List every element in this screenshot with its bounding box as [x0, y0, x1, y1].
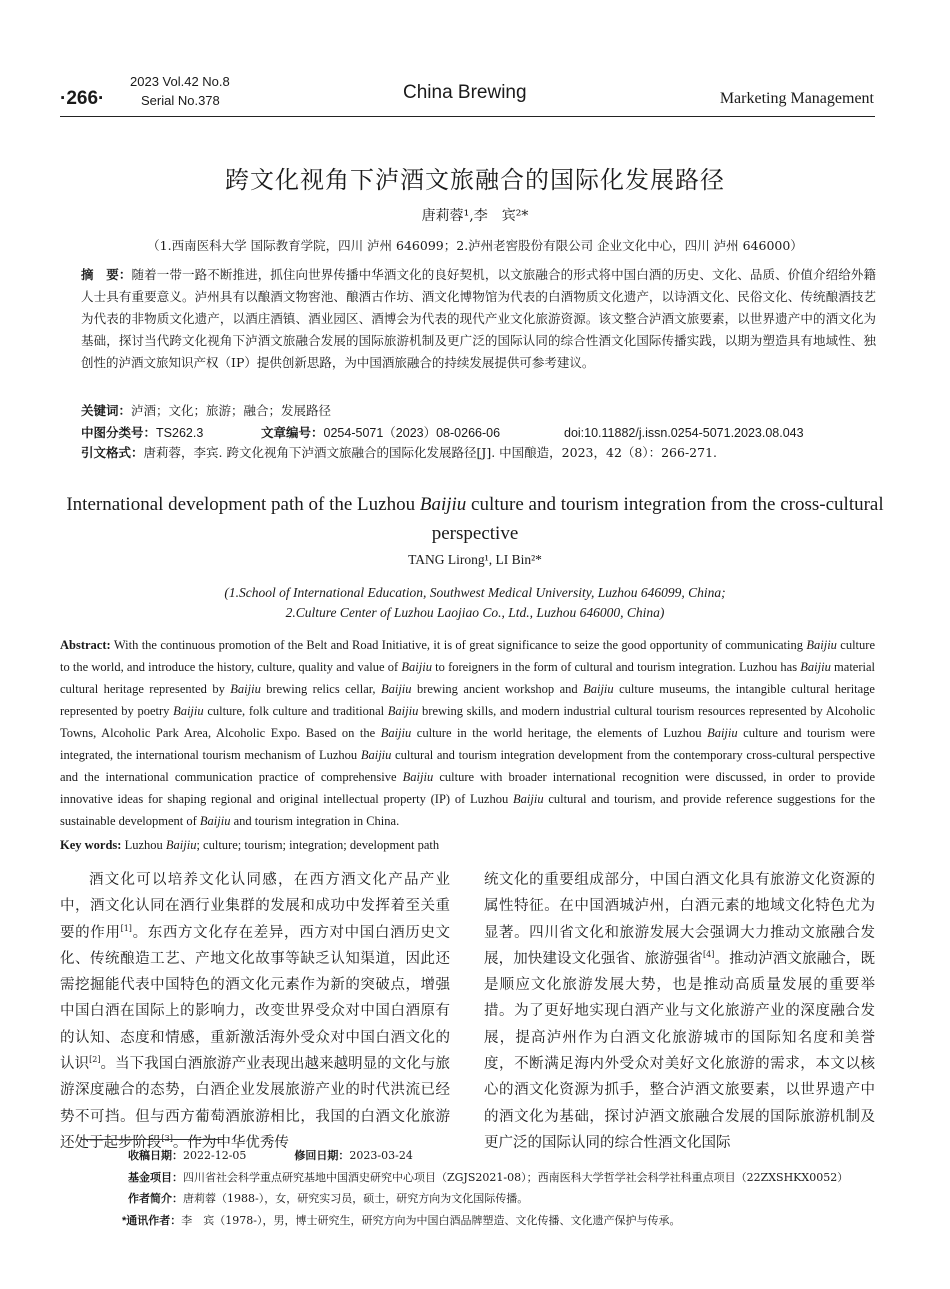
author-bio-label: 作者简介： — [128, 1193, 183, 1205]
abstract-en-label: Abstract: — [60, 638, 111, 652]
title-en-part2: culture and tourism integration from the cross-cultural perspective — [431, 494, 884, 544]
doi[interactable]: doi:10.11882/j.issn.0254-5071.2023.08.043 — [564, 426, 804, 440]
citation-cn — [81, 442, 876, 464]
title-en-part1: International development path of the Luzhou — [66, 494, 420, 515]
keywords-en-text: Luzhou Baijiu; culture; tourism; integration; development path — [124, 838, 440, 852]
abstract-en-text: With the continuous promotion of the Belt and Road Initiative, it is of great significance to seize the good opportunity of communicating Baijiu culture to the world, and introduce the history, culture, quality and value of Baijiu to foreigners in the form of cultural and tourism integration. Luzhou has Baijiu material cultural heritage represented by Baijiu brewing relics cellar, Baijiu brewing ancient workshop and Baijiu culture museums, the intangible cultural heritage represented by poetry Baijiu culture, folk culture and traditional Baijiu brewing skills, and modern industrial cultural tourism resources represented by Alcoholic Towns, Alcoholic Park Area, Alcoholic Expo. Based on the Baijiu culture in the world heritage, the elements of Luzhou Baijiu culture and tourism were integrated, the international tourism mechanism of Luzhou Baijiu cultural and tourism integration development from the contemporary cross-cultural perspective and the international communication practice of comprehensive Baijiu culture with broader international recognition were discussed, in order to provide innovative ideas for shaping regional and original intellectual property (IP) of Luzhou Baijiu cultural and tourism, and provide reference suggestions for the sustainable development of Baijiu and tourism integration in China. — [60, 638, 876, 828]
article-no-value: 0254-5071（2023）08-0266-06 — [323, 426, 501, 440]
abstract-cn — [81, 264, 876, 374]
clc-value: TS262.3 — [156, 426, 204, 440]
footnote-author — [128, 1190, 528, 1208]
volume-info — [130, 72, 230, 110]
affiliation-cn: （1.西南医科大学 国际教育学院，四川 泸州 646099；2.泸州老窖股份有限公司 企业文化中心，四川 泸州 646000） — [147, 238, 803, 253]
page-number: ·266· — [60, 88, 105, 109]
volume-line: 2023 Vol.42 No.8 — [130, 74, 230, 89]
affiliation-en-line2: 2.Culture Center of Luzhou Laojiao Co., Ltd., Luzhou 646000, China) — [285, 605, 665, 620]
clc-label: 中图分类号： — [81, 426, 157, 440]
title-en — [60, 490, 890, 548]
corresponding-label: *通讯作者： — [122, 1215, 182, 1227]
header-rule — [60, 116, 875, 117]
footnote-rule — [81, 1139, 223, 1140]
footnote-dates — [128, 1147, 413, 1165]
abstract-cn-text: 随着一带一路不断推进，抓住向世界传播中华酒文化的良好契机，以文旅融合的形式将中国白酒的历史、文化、品质、价值介绍给外籍人士具有重要意义。泸州具有以酿酒文物窖池、酿酒古作坊、酒文化博物馆为代表的白酒物质文化遗产，以诗酒文化、民俗文化、传统酿酒技艺为代表的非物质文化遗产，以酒庄酒镇、酒业园区、酒博会为代表的现代产业文化旅游资源。该文整合泸酒文旅要素，以世界遗产中的酒文化为基础，探讨当代跨文化视角下泸酒文旅融合发展的国际旅游机制及更广泛的国际认同的综合性酒文化国际传播实践，以期为塑造具有地域性、独创性的泸酒文旅知识产权（IP）提供创新思路，为中国酒旅融合的持续发展提供可参考建议。 — [81, 267, 876, 370]
authors-cn: 唐莉蓉¹,李 宾²* — [421, 208, 529, 224]
keywords-en — [60, 834, 875, 856]
title-en-italic: Baijiu — [419, 494, 467, 515]
section-name: Marketing Management — [719, 90, 874, 107]
affiliation-en-line1: (1.School of International Education, Southwest Medical University, Luzhou 646099, China; — [224, 585, 726, 600]
title-cn: 跨文化视角下泸酒文旅融合的国际化发展路径 — [225, 167, 725, 194]
journal-name: China Brewing — [403, 82, 527, 103]
body-right-column: 统文化的重要组成部分，中国白酒文化具有旅游文化资源的属性特征。在中国酒城泸州，白酒元素的地域文化特色尤为显著。四川省文化和旅游发展大会强调大力推动文旅融合发展，加快建设文化强省、旅游强省[4]。推动泸酒文旅融合，既是顺应文化旅游发展大势，也是推动高质量发展的重要举措。为了更好地实现白酒产业与文化旅游产业的深度融合发展，提高泸州作为白酒文化旅游城市的国际知名度和美誉度，不断满足海内外受众对美好文化旅游的需求，本文以核心的酒文化资源为抓手，整合泸酒文旅要素，以世界遗产中的酒文化为基础，探讨泸酒文旅融合发展的国际旅游机制及更广泛的国际认同的综合性酒文化国际 — [484, 872, 875, 1151]
abstract-cn-label: 摘 要： — [81, 268, 132, 282]
received-date: 2022-12-05 — [183, 1149, 247, 1162]
abstract-en — [60, 634, 875, 832]
footnote-fund — [128, 1169, 848, 1187]
citation-cn-label: 引文格式： — [81, 446, 144, 460]
article-no-label: 文章编号： — [261, 426, 324, 440]
received-label: 收稿日期： — [128, 1150, 183, 1162]
corresponding-text: 李 宾（1978-），男，博士研究生，研究方向为中国白酒品牌塑造、文化传播、文化遗产保护与传承。 — [181, 1214, 681, 1227]
revised-date: 2023-03-24 — [349, 1149, 413, 1162]
serial-line: Serial No.378 — [141, 93, 220, 108]
keywords-en-label: Key words: — [60, 838, 122, 852]
affiliation-en — [0, 583, 950, 623]
fund-text: 四川省社会科学重点研究基地中国酒史研究中心项目（ZGJS2021-08）；西南医科大学哲学社会科学社科重点项目（22ZXSHKX0052） — [183, 1171, 849, 1184]
author-bio-text: 唐莉蓉（1988-），女，研究实习员，硕士，研究方向为文化国际传播。 — [183, 1192, 529, 1205]
keywords-cn-text: 泸酒；文化；旅游；融合；发展路径 — [131, 403, 332, 418]
fund-label: 基金项目： — [128, 1172, 183, 1184]
keywords-cn — [81, 400, 876, 422]
keywords-cn-label: 关键词： — [81, 404, 132, 418]
footnote-corresponding — [122, 1212, 681, 1230]
authors-en: TANG Lirong¹, LI Bin²* — [408, 552, 542, 567]
body-left-column: 酒文化可以培养文化认同感，在西方酒文化产品产业中，酒文化认同在酒行业集群的发展和成功中发挥着至关重要的作用[1]。东西方文化存在差异，西方对中国白酒历史文化、传统酿造工艺、产地文化故事等缺乏认知渠道，因此还需挖掘能代表中国特色的酒文化元素作为新的突破点，增强中国白酒在国际上的影响力，改变世界受众对中国白酒原有的认知、态度和情感，重新激活海外受众对中国白酒文化的认识[2]。当下我国白酒旅游产业表现出越来越明显的文化与旅游深度融合的态势，白酒企业发展旅游产业的时代洪流已经势不可挡。但与西方葡萄酒旅游相比，我国的白酒文化旅游还处于起步阶段[3]。作为中华优秀传 — [60, 872, 451, 1151]
citation-cn-text: 唐莉蓉，李宾. 跨文化视角下泸酒文旅融合的国际化发展路径[J]. 中国酿造，2023，42（8）：266-271. — [143, 445, 718, 460]
revised-label: 修回日期： — [294, 1150, 350, 1162]
